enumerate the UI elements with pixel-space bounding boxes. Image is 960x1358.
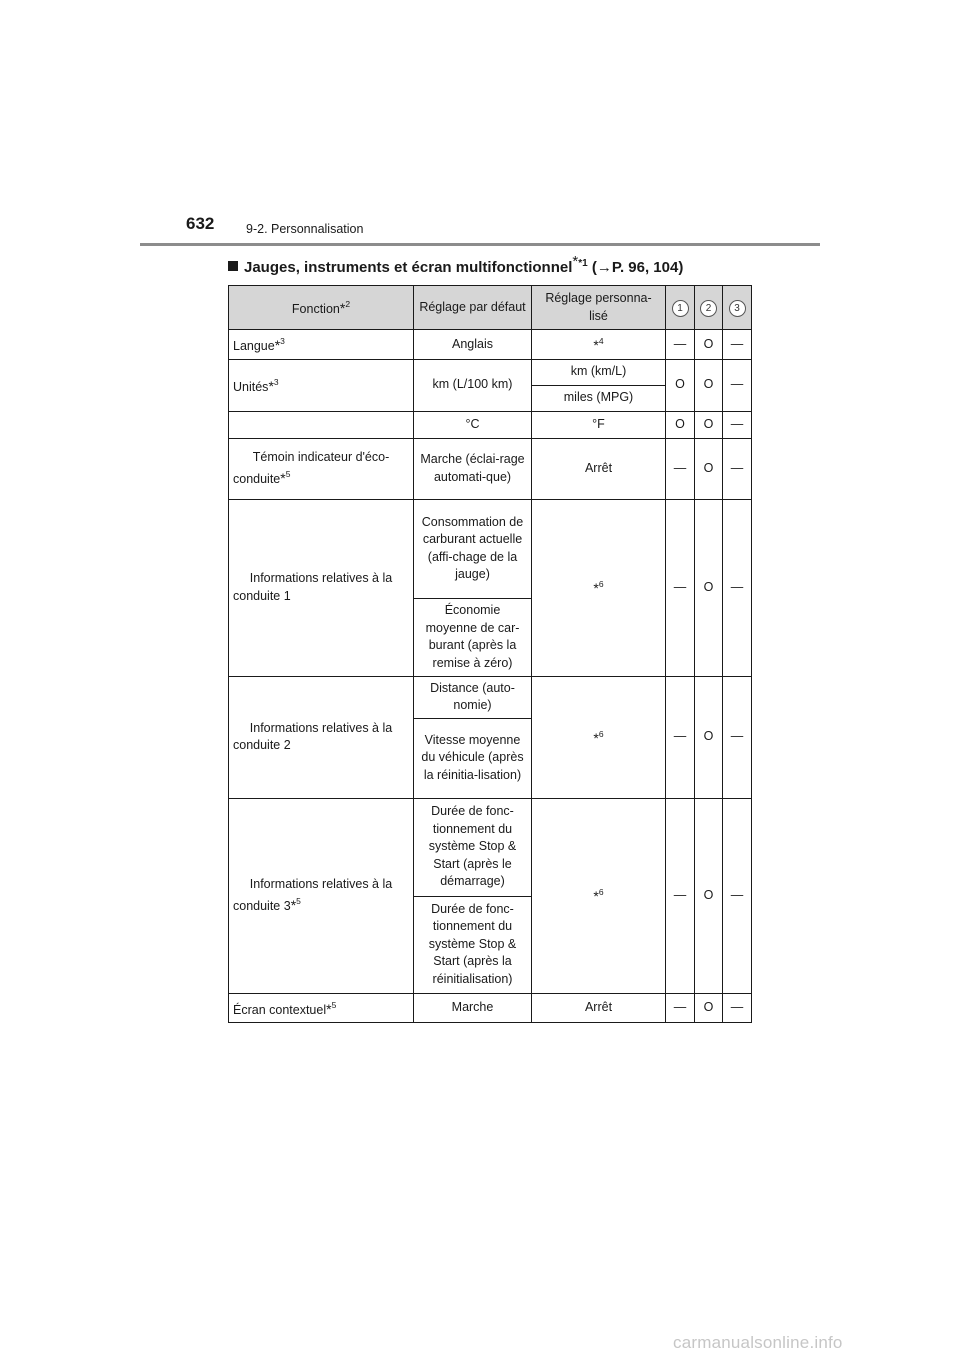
table-row: [229, 330, 752, 360]
custom-cell: *$^4$: [532, 330, 666, 360]
custom-cell: *$^6$: [532, 499, 666, 676]
function-cell: Témoin indicateur d'éco-conduite*$^5$: [229, 438, 414, 499]
default-cell: Distance (auto-nomie): [414, 676, 532, 718]
method-cell: —: [723, 798, 752, 993]
custom-cell: Arrêt: [532, 438, 666, 499]
asterisk-icon: *: [572, 253, 579, 270]
watermark-logo: carmanualsonline.info: [673, 1333, 843, 1352]
header-divider: [140, 243, 820, 246]
method-cell: —: [723, 330, 752, 360]
default-cell: Consommation de carburant actuelle (affi-chage de la jauge): [414, 499, 532, 598]
default-cell: Anglais: [414, 330, 532, 360]
custom-cell: °F: [532, 411, 666, 438]
method-cell: —: [666, 993, 695, 1023]
method-cell: —: [723, 359, 752, 411]
default-cell: Marche (éclai-rage automati-que): [414, 438, 532, 499]
method-cell: O: [666, 411, 695, 438]
method-cell: —: [723, 438, 752, 499]
header-default: Réglage par défaut: [414, 286, 532, 330]
function-cell: Informations relatives à la conduite 1: [229, 499, 414, 676]
function-cell: Écran contextuel*$^5$: [229, 993, 414, 1023]
header-method-1: [666, 286, 695, 330]
method-cell: O: [695, 411, 723, 438]
method-cell: O: [695, 438, 723, 499]
default-cell: °C: [414, 411, 532, 438]
default-cell: Vitesse moyenne du véhicule (après la réinitia-lisation): [414, 718, 532, 798]
method-cell: —: [666, 676, 695, 798]
table-header-row: [229, 286, 752, 330]
asterisk-icon: *: [593, 337, 599, 353]
header-custom: Réglage personna-lisé: [532, 286, 666, 330]
asterisk-icon: *: [326, 1000, 332, 1017]
custom-cell: km (km/L): [532, 359, 666, 385]
custom-cell: *$^6$: [532, 676, 666, 798]
asterisk-icon: *: [274, 337, 281, 353]
heading-sup: *1: [578, 258, 588, 269]
function-cell: Langue*$^3$: [229, 330, 414, 360]
method-cell: O: [695, 993, 723, 1023]
page-number: 632: [186, 214, 215, 233]
method-cell: —: [723, 993, 752, 1023]
custom-cell: *$^6$: [532, 798, 666, 993]
method-cell: —: [666, 499, 695, 676]
method-cell: —: [666, 330, 695, 360]
table-row: [229, 676, 752, 718]
method-cell: O: [666, 359, 695, 411]
method-cell: —: [666, 438, 695, 499]
header-method-2: [695, 286, 723, 330]
table-row: [229, 499, 752, 598]
asterisk-icon: *: [593, 888, 599, 905]
default-cell: Durée de fonc-tionnement du système Stop & Start (après le démarrage): [414, 798, 532, 896]
method-cell: O: [695, 330, 723, 360]
table-heading: [228, 253, 683, 276]
table-row: [229, 993, 752, 1023]
square-bullet-icon: [228, 261, 238, 271]
asterisk-icon: *: [280, 470, 286, 486]
custom-cell: miles (MPG): [532, 385, 666, 411]
default-cell: km (L/100 km): [414, 359, 532, 411]
custom-cell: Arrêt: [532, 993, 666, 1023]
method-cell: —: [723, 676, 752, 798]
table-row: [229, 359, 752, 385]
function-cell: [229, 411, 414, 438]
method-cell: O: [695, 499, 723, 676]
asterisk-icon: *: [593, 729, 599, 746]
header-function: Fonction*$^2$: [229, 286, 414, 330]
method-cell: O: [695, 359, 723, 411]
default-cell: Marche: [414, 993, 532, 1023]
function-cell: Informations relatives à la conduite 2: [229, 676, 414, 798]
asterisk-icon: *: [268, 377, 274, 394]
table-row: [229, 411, 752, 438]
header-method-3: [723, 286, 752, 330]
asterisk-icon: *: [290, 897, 297, 913]
function-cell: Informations relatives à la conduite 3*$^5$: [229, 798, 414, 993]
table-row: [229, 438, 752, 499]
settings-table: [228, 285, 752, 1023]
method-cell: —: [723, 499, 752, 676]
asterisk-icon: *: [339, 300, 346, 317]
function-cell: Unités*$^3$: [229, 359, 414, 411]
table-row: [229, 798, 752, 896]
asterisk-icon: *: [593, 580, 599, 597]
circled-number-icon: 3: [729, 300, 746, 317]
section-title: 9-2. Personnalisation: [246, 222, 364, 236]
heading-page-reference[interactable]: (→P. 96, 104): [591, 259, 684, 276]
circled-number-icon: 1: [672, 300, 689, 317]
default-cell: Durée de fonc-tionnement du système Stop & Start (après la réinitialisation): [414, 896, 532, 993]
method-cell: O: [695, 676, 723, 798]
heading-text: Jauges, instruments et écran multifonctionnel: [244, 259, 573, 276]
method-cell: —: [723, 411, 752, 438]
circled-number-icon: 2: [700, 300, 717, 317]
default-cell: Économie moyenne de car-burant (après la remise à zéro): [414, 598, 532, 676]
method-cell: —: [666, 798, 695, 993]
method-cell: O: [695, 798, 723, 993]
